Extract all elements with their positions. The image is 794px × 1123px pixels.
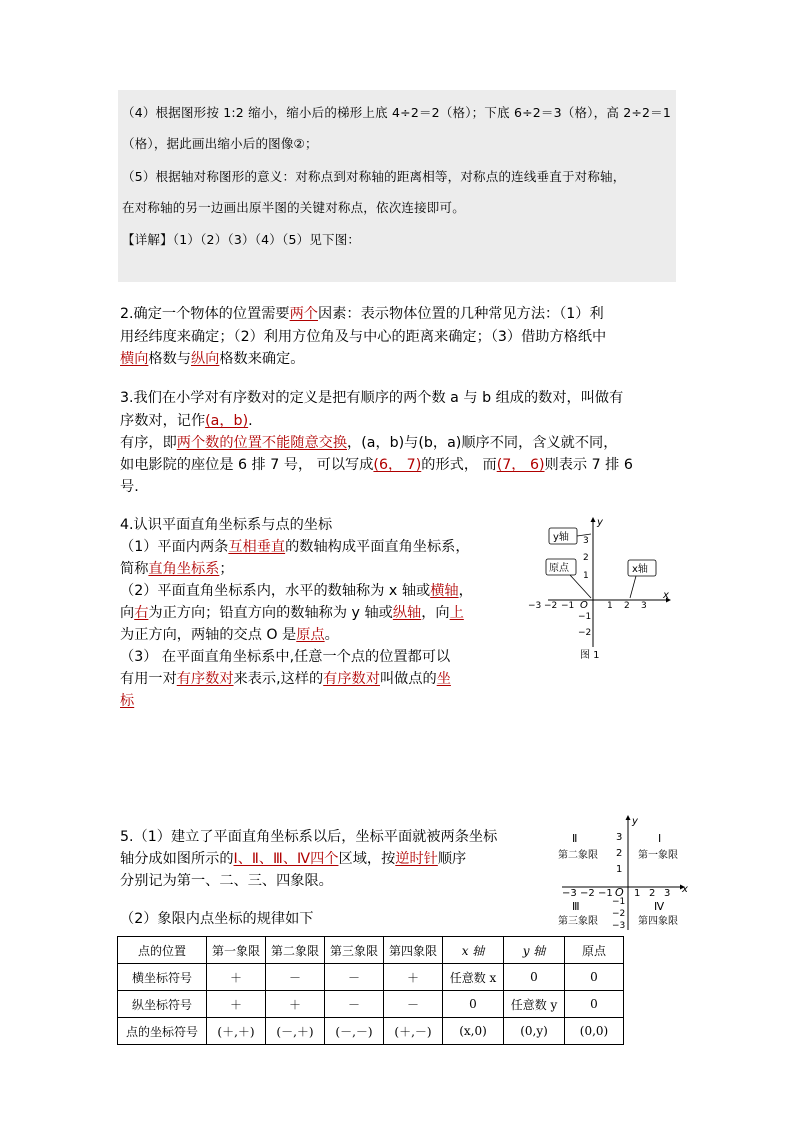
answer-ordered-pair-1: 有序数对 [176,671,234,687]
section4-title: 4.认识平面直角坐标系与点的坐标 [120,517,333,533]
fig1-ytick-1: 1 [583,571,589,581]
answer-four-regions: Ⅰ、Ⅱ、Ⅲ、Ⅳ四个 [233,851,339,867]
fig2-q2-name: 第二象限 [558,850,598,861]
fig2-y-label: y [632,816,638,827]
fig2-ytick-2: 2 [616,848,623,859]
fig2-q1-num: Ⅰ [658,832,662,845]
table-cell: 横坐标符号 [118,964,207,991]
section2-line-3: 横向格数与纵向格数来确定。 [120,351,305,367]
table-header-cell: 第三象限 [325,937,384,964]
table-row [118,991,624,1018]
section4-line-8 [120,690,134,712]
section2-line-2: 用经纬度来确定；（2）利用方位角及与中心的距离来确定；（3）借助方格纸中 [120,329,607,345]
fig2-ytick-1: 1 [616,864,623,875]
section2-line-1: 2.确定一个物体的位置需要两个因素：表示物体位置的几种常见方法：（1）利 [120,306,604,322]
fig2-xtick-neg3: −3 [562,888,577,899]
table-cell: 0 [565,964,624,991]
fig1-xtick-1: 1 [607,601,613,611]
table-header-cell: 第四象限 [384,937,443,964]
answer-right: 右 [134,605,149,621]
answer-horizontal-axis: 横轴 [430,583,459,599]
solution-line-2: （格），据此画出缩小后的图像②； [122,136,318,151]
table-cell: 点的坐标符号 [118,1018,207,1045]
section5-line-3: 分别记为第一、二、三、四象限。 [120,873,333,889]
fig2-xtick-1: 1 [634,888,641,899]
figure-1-coordinate-axes [528,512,680,662]
answer-6-7: (6， 7) [373,457,422,473]
fig2-xtick-neg2: −2 [580,888,595,899]
table-cell: (＋,－) [384,1018,443,1045]
fig2-xtick-2: 2 [649,888,656,899]
fig2-y-arrow [626,815,631,820]
fig1-ytick-2: 2 [583,553,589,563]
answer-vertical-axis: 纵轴 [392,605,422,621]
section4-line-5: 为正方向，两轴的交点 O 是原点。 [120,627,339,643]
section3-line-2: 序数对，记作(a，b). [120,413,253,429]
fig2-q4-name: 第四象限 [638,916,678,927]
table-header-cell: 点的位置 [118,937,207,964]
answer-perpendicular: 互相垂直 [228,539,286,555]
section3-line-1: 3.我们在小学对有序数对的定义是把有顺序的两个数 a 与 b 组成的数对，叫做有 [120,390,624,406]
fig2-xtick-neg1: −1 [598,888,613,899]
fig2-q3-num: Ⅲ [572,900,580,913]
solution-line-4: 在对称轴的另一边画出原半图的关键对称点，依次连接即可。 [122,200,465,215]
table-cell: ＋ [384,964,443,991]
answer-coordinate-system: 直角坐标系 [148,561,220,577]
quadrant-sign-table [117,936,624,1045]
fig1-x-label: x [663,590,669,601]
section3-line-4: 如电影院的座位是 6 排 7 号， 可以写成(6， 7)的形式， 而(7， 6)则表示 7 排 6 [120,457,633,473]
table-header-cell: 第二象限 [266,937,325,964]
table-cell: 0 [443,991,504,1018]
answer-ordered-pair-2: 有序数对 [323,671,380,687]
section5-line-4: （2）象限内点坐标的规律如下 [120,911,314,927]
fig1-y-axis-tag: y轴 [553,532,569,543]
table-cell: － [325,991,384,1018]
table-cell: － [384,991,443,1018]
answer-7-6: (7， 6) [496,457,545,473]
table-row [118,964,624,991]
table-cell: 任意数 y [504,991,565,1018]
section4-line-4: 向右为正方向；铅直方向的数轴称为 y 轴或纵轴，向上 [120,605,464,621]
section5-line-1: 5.（1）建立了平面直角坐标系以后，坐标平面就被两条坐标 [120,829,498,845]
answer-counterclockwise: 逆时针 [395,851,438,867]
section5-line-2: 轴分成如图所示的Ⅰ、Ⅱ、Ⅲ、Ⅳ四个区域，按逆时针顺序 [120,851,467,867]
fig1-ytick-neg2: −2 [578,628,592,638]
table-cell: － [266,964,325,991]
answer-two: 两个 [289,306,318,322]
table-cell: 纵坐标符号 [118,991,207,1018]
fig1-origin: O [580,600,588,611]
fig1-xtick-neg2: −2 [544,601,558,611]
table-cell: ＋ [266,991,325,1018]
fig1-xtick-neg3: −3 [528,601,542,611]
section4-line-3: （2）平面直角坐标系内，水平的数轴称为 x 轴或横轴， [120,583,473,599]
section4-line-2: 简称直角坐标系； [120,561,234,577]
fig1-x-tag-pointer [630,576,636,598]
section4-line-1: （1）平面内两条互相垂直的数轴构成平面直角坐标系， [120,539,470,555]
answer-order-matters: 两个数的位置不能随意交换 [176,435,348,451]
fig2-q4-num: Ⅳ [654,900,665,913]
section3-line-3: 有序，即两个数的位置不能随意交换，(a，b)与(b，a)顺序不同，含义就不同， [120,435,618,451]
table-header-cell: x 轴 [443,937,504,964]
table-cell: ＋ [207,991,266,1018]
figure-2-quadrants [556,812,694,934]
fig1-xtick-3: 3 [641,601,647,611]
table-cell: 0 [565,991,624,1018]
fig2-q1-name: 第一象限 [638,850,678,861]
section3-line-5: 号. [120,479,139,495]
table-cell: (x,0) [443,1018,504,1045]
fig2-ytick-neg2: −2 [612,909,626,919]
table-cell: (－,－) [325,1018,384,1045]
table-cell: (－,＋) [266,1018,325,1045]
fig2-ytick-neg3: −3 [612,921,626,931]
table-header-cell: 原点 [565,937,624,964]
fig1-ytick-neg1: −1 [578,612,592,622]
answer-ordered-pair: (a，b) [205,413,249,429]
fig1-xtick-2: 2 [624,601,630,611]
fig1-caption: 图 1 [580,650,600,661]
table-cell: 0 [504,964,565,991]
table-cell: (0,0) [565,1018,624,1045]
fig1-x-axis-tag: x轴 [632,564,648,575]
fig2-q3-name: 第三象限 [558,916,598,927]
table-cell: (0,y) [504,1018,565,1045]
fig1-xtick-neg1: −1 [561,601,575,611]
table-header-cell: y 轴 [504,937,565,964]
table-header-row [118,937,624,964]
answer-horizontal: 横向 [120,351,149,367]
fig1-origin-tag: 原点 [549,563,569,574]
answer-origin: 原点 [296,627,325,643]
fig2-xtick-3: 3 [664,888,671,899]
table-header-cell: 第一象限 [207,937,266,964]
table-cell: ＋ [207,964,266,991]
answer-vertical: 纵向 [190,351,220,367]
section4-line-7: 有用一对有序数对来表示,这样的有序数对叫做点的坐 [120,671,451,687]
fig2-origin: O [615,886,624,899]
solution-line-5: 【详解】（1）（2）（3）（4）（5）见下图： [122,232,361,247]
answer-up: 上 [449,605,464,621]
answer-coordinate-2: 标 [120,693,135,709]
fig2-q2-num: Ⅱ [572,832,578,845]
solution-line-1: （4）根据图形按 1:2 缩小，缩小后的梯形上底 4÷2＝2（格）；下底 6÷2＝3（格），高 2÷2＝1 [122,105,672,120]
table-row [118,1018,624,1045]
fig2-x-label: x [682,884,688,895]
solution-line-3: （5）根据轴对称图形的意义：对称点到对称轴的距离相等，对称点的连线垂直于对称轴， [122,169,626,184]
fig1-y-arrow [591,517,596,522]
answer-coordinate-1: 坐 [436,671,451,687]
table-cell: (＋,＋) [207,1018,266,1045]
fig1-y-label: y [597,517,603,528]
table-cell: － [325,964,384,991]
fig2-ytick-3: 3 [616,832,623,843]
table-cell: 任意数 x [443,964,504,991]
section4-line-6: （3） 在平面直角坐标系中,任意一个点的位置都可以 [120,649,451,665]
fig1-ytick-3: 3 [583,536,589,546]
fig2-ytick-neg1: −1 [612,897,626,907]
